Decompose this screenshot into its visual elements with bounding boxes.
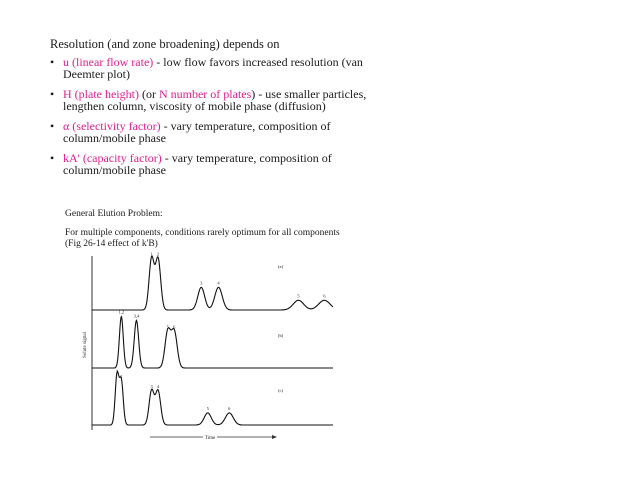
panel-label-a: (a) [278, 264, 283, 269]
bullet-selectivity: • α (selectivity factor) - vary temperature, composition of column/mobile phase [50, 119, 331, 145]
peak-label: 1 [115, 368, 119, 374]
peak-label: 5 [166, 324, 169, 330]
chromatogram-trace-c [92, 368, 333, 425]
peak-label: 6 [173, 324, 176, 330]
time-axis-arrow [272, 435, 277, 439]
desc-selectivity: - vary temperature, composition of column/mobile phase [63, 119, 331, 145]
peak-label: 3 [150, 383, 153, 389]
general-elution-title: General Elution Problem: [65, 209, 163, 219]
desc-flow-rate: - low flow favors increased resolution (van Deemter plot) [63, 55, 363, 81]
peak-label: 4 [217, 280, 220, 286]
term-plate-height: H (plate height) [63, 87, 139, 101]
x-axis-label: Time [204, 436, 216, 441]
chromatogram-trace-b [92, 317, 333, 368]
bullet-capacity: • kA' (capacity factor) - vary temperature, composition of column/mobile phase [50, 151, 332, 177]
peak-label: 4 [156, 383, 160, 389]
term-plates: N number of plates [158, 87, 252, 101]
term-capacity: kA' (capacity factor) [63, 151, 162, 165]
peak-label: 2 [120, 374, 123, 379]
peak-label: 3 [200, 280, 203, 286]
peak-label: 6 [228, 405, 231, 411]
peak-label: 2 [156, 251, 160, 257]
panel-label-b: (b) [278, 333, 284, 338]
peak-label: 3,4 [133, 313, 140, 319]
chromatogram-trace-a [92, 256, 333, 310]
desc-plate-height: ) - use smaller particles, lengthen column, viscosity of mobile phase (diffusion) [63, 87, 367, 113]
bullet-plate-height: • H (plate height) (or N number of plates) - use smaller particles, lengthen column, viscosity of mobile phase (diffusion) [50, 87, 367, 113]
y-axis-label: Solute signal [83, 332, 88, 358]
peak-label: 1,2 [118, 309, 125, 315]
peak-label: 5 [206, 405, 209, 411]
term-flow-rate: u (linear flow rate) [63, 55, 154, 69]
peak-label: 1 [150, 251, 153, 257]
term-selectivity: α (selectivity factor) [63, 119, 161, 133]
heading: Resolution (and zone broadening) depends on [50, 37, 280, 51]
bullet-flow-rate: • u (linear flow rate) - low flow favors increased resolution (van Deemter plot) [50, 55, 363, 81]
general-elution-body: For multiple components, conditions rarely optimum for all components (Fig 26-14 effect of k'B) [65, 228, 340, 249]
peak-label: 5 [297, 293, 300, 299]
mid-plate-height: (or [138, 87, 159, 101]
panel-label-c: (c) [278, 388, 283, 393]
desc-capacity: - vary temperature, composition of column/mobile phase [63, 151, 332, 177]
peak-label: 6 [323, 293, 326, 299]
